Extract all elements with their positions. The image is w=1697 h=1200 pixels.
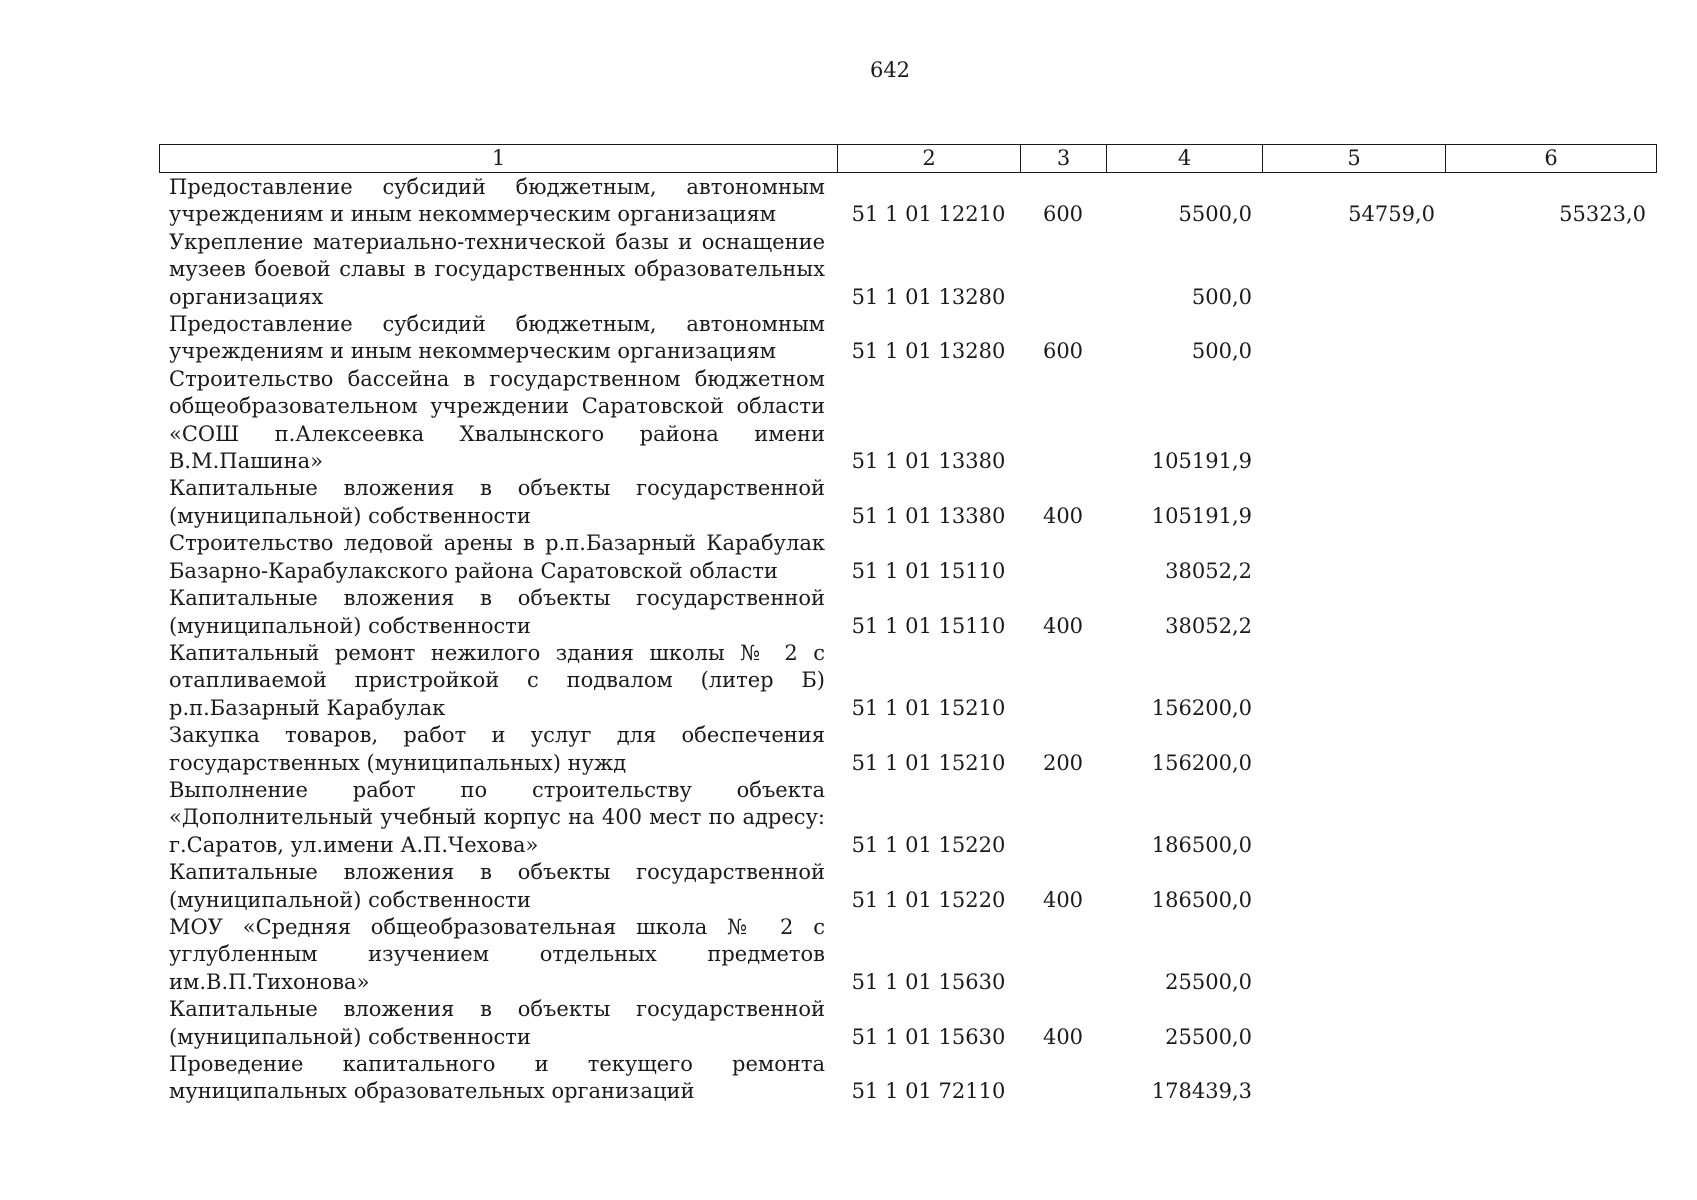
row-expense-type: 200	[1042, 750, 1084, 775]
table-row	[159, 366, 1656, 476]
row-description: Предоставление субсидий бюджетным, автономным учреждениям и иным некоммерческим организациям	[169, 312, 825, 364]
row-amount-col6	[1445, 996, 1656, 1051]
row-amount-col5	[1262, 311, 1445, 366]
table-row	[159, 229, 1656, 311]
table-row	[159, 722, 1656, 777]
column-header: 4	[1107, 145, 1263, 173]
row-expense-type	[1020, 229, 1106, 311]
row-amount: 156200,0	[1151, 750, 1252, 775]
row-description: Проведение капитального и текущего ремонта муниципальных образовательных организаций	[169, 1052, 825, 1104]
row-expense-type	[1020, 777, 1106, 859]
row-amount-col6	[1445, 914, 1656, 996]
row-amount-col5	[1262, 996, 1445, 1051]
row-expense-type	[1020, 366, 1106, 476]
row-amount-col5	[1262, 859, 1445, 914]
row-amount-col5	[1262, 914, 1445, 996]
row-amount-col5	[1262, 530, 1445, 585]
column-header: 1	[160, 145, 838, 173]
row-amount: 178439,3	[1151, 1079, 1252, 1104]
row-amount-col5	[1262, 777, 1445, 859]
row-amount: 38052,2	[1165, 558, 1252, 583]
row-amount: 25500,0	[1165, 969, 1252, 994]
table-row	[159, 311, 1656, 366]
row-amount-col6	[1445, 366, 1656, 476]
row-description: Выполнение работ по строительству объекта «Дополнительный учебный корпус на 400 мест по адресу: г.Саратов, ул.имени А.П.Чехова»	[169, 777, 825, 857]
column-header: 3	[1021, 145, 1107, 173]
row-amount: 186500,0	[1151, 887, 1252, 912]
row-code: 51 1 01 15220	[851, 887, 1006, 912]
budget-table-body	[159, 174, 1656, 1106]
row-amount: 105191,9	[1151, 503, 1252, 528]
row-code: 51 1 01 13380	[851, 503, 1006, 528]
row-amount: 500,0	[1191, 284, 1252, 309]
row-expense-type: 600	[1042, 339, 1084, 364]
row-expense-type	[1020, 1051, 1106, 1106]
row-amount: 105191,9	[1151, 449, 1252, 474]
table-row	[159, 996, 1656, 1051]
row-amount-col6	[1445, 475, 1656, 530]
column-header-table	[159, 144, 1657, 173]
row-description: МОУ «Средняя общеобразовательная школа № 2 с углубленным изучением отдельных предметов им.В.П.Тихонова»	[169, 914, 825, 994]
page-number: 642	[869, 58, 911, 82]
row-code: 51 1 01 15110	[851, 613, 1006, 638]
row-code: 51 1 01 15110	[851, 558, 1006, 583]
row-amount-col5	[1262, 585, 1445, 640]
row-description: Предоставление субсидий бюджетным, автономным учреждениям и иным некоммерческим организациям	[169, 175, 825, 227]
row-expense-type: 400	[1042, 1024, 1084, 1049]
row-amount-col6	[1445, 859, 1656, 914]
column-header: 6	[1446, 145, 1657, 173]
row-code: 51 1 01 15630	[851, 969, 1006, 994]
row-code: 51 1 01 13280	[851, 339, 1006, 364]
row-description: Капитальные вложения в объекты государственной (муниципальной) собственности	[169, 860, 825, 912]
row-code: 51 1 01 15210	[851, 695, 1006, 720]
row-code: 51 1 01 13380	[851, 449, 1006, 474]
row-amount-col5	[1262, 640, 1445, 722]
row-description: Капитальные вложения в объекты государственной (муниципальной) собственности	[169, 476, 825, 528]
row-code: 51 1 01 15220	[851, 832, 1006, 857]
row-amount-col6	[1445, 777, 1656, 859]
table-row	[159, 640, 1656, 722]
row-code: 51 1 01 13280	[851, 284, 1006, 309]
row-amount-col6	[1445, 229, 1656, 311]
table-row	[159, 777, 1656, 859]
row-amount: 5500,0	[1178, 202, 1252, 227]
row-amount-col6	[1445, 722, 1656, 777]
row-amount-col6	[1445, 530, 1656, 585]
row-code: 51 1 01 12210	[851, 202, 1006, 227]
row-expense-type: 400	[1042, 887, 1084, 912]
column-header: 2	[838, 145, 1021, 173]
row-description: Укрепление материально-технической базы и оснащение музеев боевой славы в государственных образовательных организациях	[169, 229, 825, 309]
row-description: Строительство бассейна в государственном бюджетном общеобразовательном учреждении Саратовской области «СОШ п.Алексеевка Хвалынского района имени В.М.Пашина»	[169, 366, 825, 474]
row-amount-col5	[1262, 1051, 1445, 1106]
row-expense-type: 600	[1042, 202, 1084, 227]
row-expense-type: 400	[1042, 503, 1084, 528]
column-header-row	[160, 145, 1657, 173]
row-description: Закупка товаров, работ и услуг для обеспечения государственных (муниципальных) нужд	[169, 723, 825, 775]
table-row	[159, 174, 1656, 229]
table-row	[159, 585, 1656, 640]
row-amount-col6	[1445, 311, 1656, 366]
row-expense-type: 400	[1042, 613, 1084, 638]
table-row	[159, 475, 1656, 530]
row-amount: 186500,0	[1151, 832, 1252, 857]
row-amount-col6	[1445, 585, 1656, 640]
row-expense-type	[1020, 640, 1106, 722]
row-amount: 38052,2	[1165, 613, 1252, 638]
row-amount-col5	[1262, 475, 1445, 530]
row-description: Капитальный ремонт нежилого здания школы № 2 с отапливаемой пристройкой с подвалом (литер Б) р.п.Базарный Карабулак	[169, 640, 825, 720]
row-expense-type	[1020, 530, 1106, 585]
row-amount-col6	[1445, 640, 1656, 722]
row-amount-col5	[1262, 366, 1445, 476]
budget-table	[159, 174, 1656, 1106]
row-code: 51 1 01 15630	[851, 1024, 1006, 1049]
table-row	[159, 914, 1656, 996]
table-row	[159, 530, 1656, 585]
row-description: Строительство ледовой арены в р.п.Базарный Карабулак Базарно-Карабулакского района Саратовской области	[169, 531, 825, 583]
row-amount-col5	[1262, 229, 1445, 311]
row-amount-col5: 54759,0	[1348, 202, 1435, 227]
row-amount-col6: 55323,0	[1559, 202, 1646, 227]
row-amount: 25500,0	[1165, 1024, 1252, 1049]
row-amount: 500,0	[1191, 339, 1252, 364]
row-code: 51 1 01 72110	[851, 1079, 1006, 1104]
row-amount: 156200,0	[1151, 695, 1252, 720]
row-description: Капитальные вложения в объекты государственной (муниципальной) собственности	[169, 997, 825, 1049]
table-row	[159, 859, 1656, 914]
row-description: Капитальные вложения в объекты государственной (муниципальной) собственности	[169, 586, 825, 638]
row-expense-type	[1020, 914, 1106, 996]
row-code: 51 1 01 15210	[851, 750, 1006, 775]
row-amount-col5	[1262, 722, 1445, 777]
column-header: 5	[1263, 145, 1446, 173]
table-row	[159, 1051, 1656, 1106]
row-amount-col6	[1445, 1051, 1656, 1106]
